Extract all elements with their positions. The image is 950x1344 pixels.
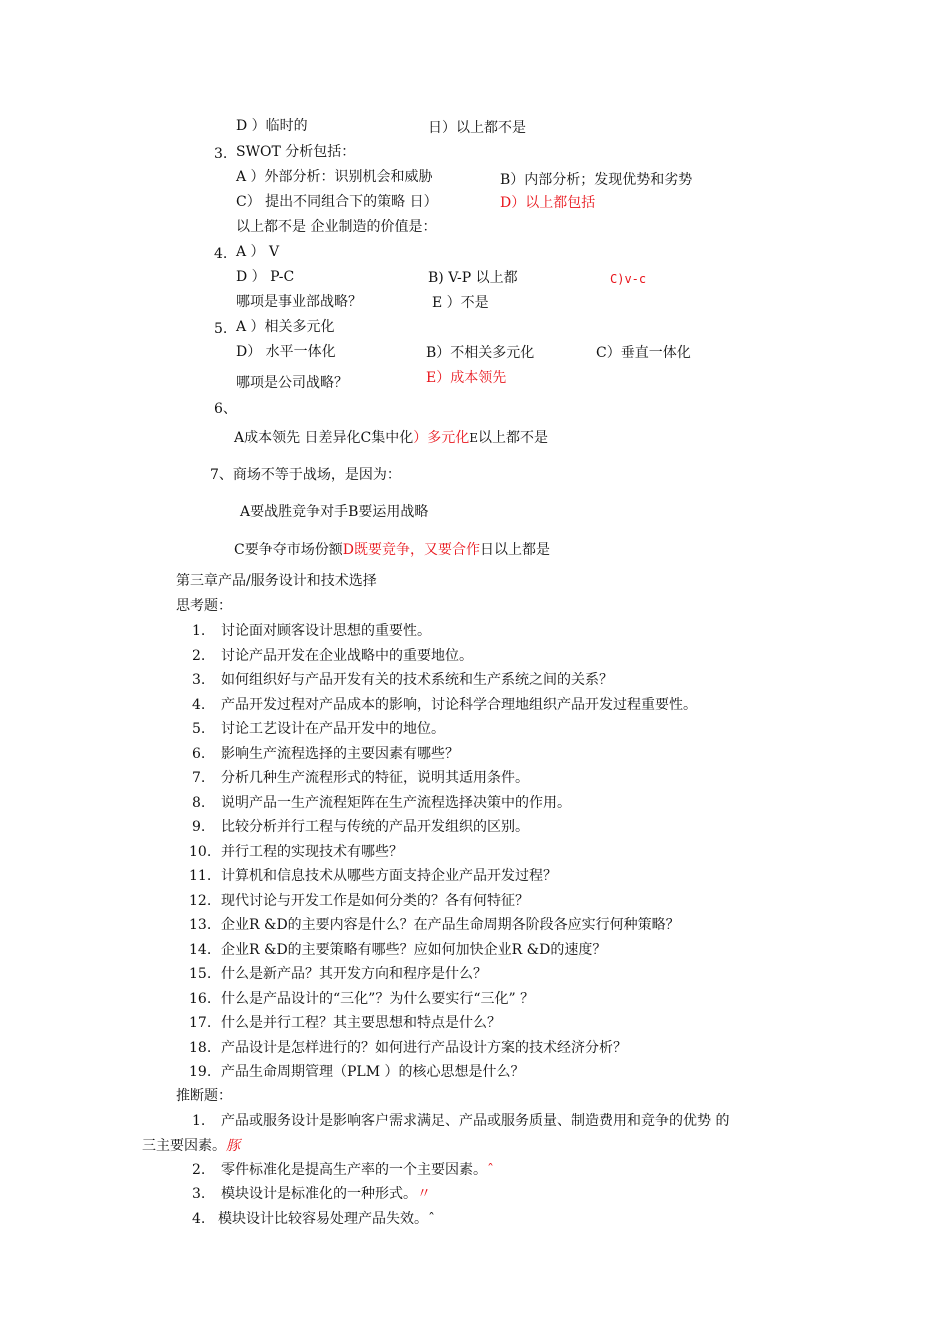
quiz-line-option-d: D ）临时的 [236,118,308,134]
options-line [234,541,550,559]
judge-statement: 零件标准化是提高生产率的一个主要因素。 [221,1162,487,1178]
option-b: B）不相关多元化 [426,345,535,361]
option-a: A ）外部分析：识别机会和威胁 [236,169,433,185]
judge-number: 4. [192,1211,206,1227]
option-c: C要争夺市场份额 [234,542,343,558]
handwritten-mark: 〃 [417,1186,431,1202]
judge-number: 2. [192,1162,206,1178]
question-number: 3. [214,146,228,162]
question-number: 5. [214,321,228,337]
option-e: 日以上都是 [479,542,550,558]
question-number: 5. [192,721,206,737]
question-number: 6. [192,746,206,762]
question-number: 19. [189,1064,212,1080]
question-text: 产品设计是怎样进行的？如何进行产品设计方案的技术经济分析？ [221,1040,627,1056]
question-text: 并行工程的实现技术有哪些？ [221,844,403,860]
judge-text-line2: 三主要因素。 [142,1138,226,1154]
question-number: 6、 [214,401,237,417]
chapter-title: 第三章产品/服务设计和技术选择 [176,573,377,589]
question-number: 8. [192,795,206,811]
quiz-line-option-e: 日）以上都不是 [428,120,526,136]
question-number: 16. [189,991,212,1007]
question-number: 4. [192,697,206,713]
question-text: 哪项是事业部战略？ [236,294,362,310]
judge-text [221,1161,494,1179]
option-c: C）垂直一体化 [596,345,691,361]
handwritten-mark: 豚 [226,1138,240,1154]
option-d: D ） P-C [236,269,295,285]
question-number: 12. [189,893,212,909]
question-text: 什么是新产品？其开发方向和程序是什么？ [221,966,487,982]
judge-text-continued [142,1137,240,1155]
question-text: 如何组织好与产品开发有关的技术系统和生产系统之间的关系？ [221,672,613,688]
option-c: C） 提出不同组合下的策略 日） [236,194,438,210]
handwritten-mark: ˆ [428,1211,435,1227]
judge-text [218,1210,435,1228]
judge-heading: 推断题： [176,1088,232,1104]
answer-option-d: ）多元化 [413,430,470,446]
option-e: E ）不是 [432,295,489,311]
question-number: 13. [189,917,212,933]
handwritten-mark: ˆ [487,1162,494,1178]
question-number: 18. [189,1040,212,1056]
judge-text: 产品或服务设计是影响客户需求满足、产品或服务质量、制造费用和竞争的优势 的 [221,1113,730,1129]
option-a: A ） V [236,244,280,260]
question-text: 什么是产品设计的“三化”？为什么要实行“三化” ？ [221,991,535,1007]
question-number: 1. [192,623,206,639]
option-a: A ）相关多元化 [236,319,335,335]
question-text: 企业R &D的主要内容是什么？在产品生命周期各阶段各应实行何种策略？ [221,917,680,933]
option-e-text: 以上都不是 [478,430,549,446]
question-text: 讨论工艺设计在产品开发中的地位。 [221,721,445,737]
option-e-letter: E [469,431,479,445]
question-text: 以上都不是 企业制造的价值是： [236,219,437,235]
question-number: 14. [189,942,212,958]
question-text: 比较分析并行工程与传统的产品开发组织的区别。 [221,819,529,835]
question-text: 分析几种生产流程形式的特征，说明其适用条件。 [221,770,529,786]
judge-text [221,1185,431,1203]
options-line: A要战胜竞争对手B要运用战略 [240,504,429,520]
question-number: 10. [189,844,212,860]
question-text: 计算机和信息技术从哪些方面支持企业产品开发过程？ [221,868,557,884]
question-number: 11. [189,868,212,884]
think-heading: 思考题： [176,598,232,614]
options-line [234,429,548,447]
question-number: 9. [192,819,206,835]
option-d: D） 水平一体化 [236,344,336,360]
answer-option-d: D）以上都包括 [500,195,596,211]
judge-number: 3. [192,1186,206,1202]
question-text: 产品开发过程对产品成本的影响，讨论科学合理地组织产品开发过程重要性。 [221,697,697,713]
answer-option-c: C)v-c [610,272,647,286]
question-number: 17. [189,1015,212,1031]
answer-option-d: D既要竞争，又要合作 [342,542,480,558]
answer-option-e: E）成本领先 [426,370,507,386]
question-text: 哪项是公司战略？ [236,375,348,391]
judge-statement: 模块设计是标准化的一种形式。 [221,1186,417,1202]
question-text: SWOT 分析包括： [236,144,356,160]
question-text: 7、商场不等于战场，是因为： [210,467,401,483]
judge-statement: 模块设计比较容易处理产品失效。 [218,1211,428,1227]
question-number: 7. [192,770,206,786]
question-text: 产品生命周期管理（PLM ）的核心思想是什么？ [221,1064,525,1080]
question-text: 影响生产流程选择的主要因素有哪些？ [221,746,459,762]
question-number: 2. [192,648,206,664]
options-a-c: A成本领先 日差异化C集中化 [234,430,414,446]
option-b: B) V-P 以上都 [428,270,518,286]
question-text: 说明产品一生产流程矩阵在生产流程选择决策中的作用。 [221,795,571,811]
question-text: 现代讨论与开发工作是如何分类的？各有何特征？ [221,893,529,909]
judge-number: 1. [192,1113,206,1129]
question-text: 企业R &D的主要策略有哪些？应如何加快企业R &D的速度？ [221,942,607,958]
question-number: 4. [214,246,228,262]
question-text: 什么是并行工程？其主要思想和特点是什么？ [221,1015,501,1031]
question-text: 讨论面对顾客设计思想的重要性。 [221,623,431,639]
question-number: 3. [192,672,206,688]
question-text: 讨论产品开发在企业战略中的重要地位。 [221,648,473,664]
question-number: 15. [189,966,212,982]
option-b: B）内部分析；发现优势和劣势 [500,172,693,188]
